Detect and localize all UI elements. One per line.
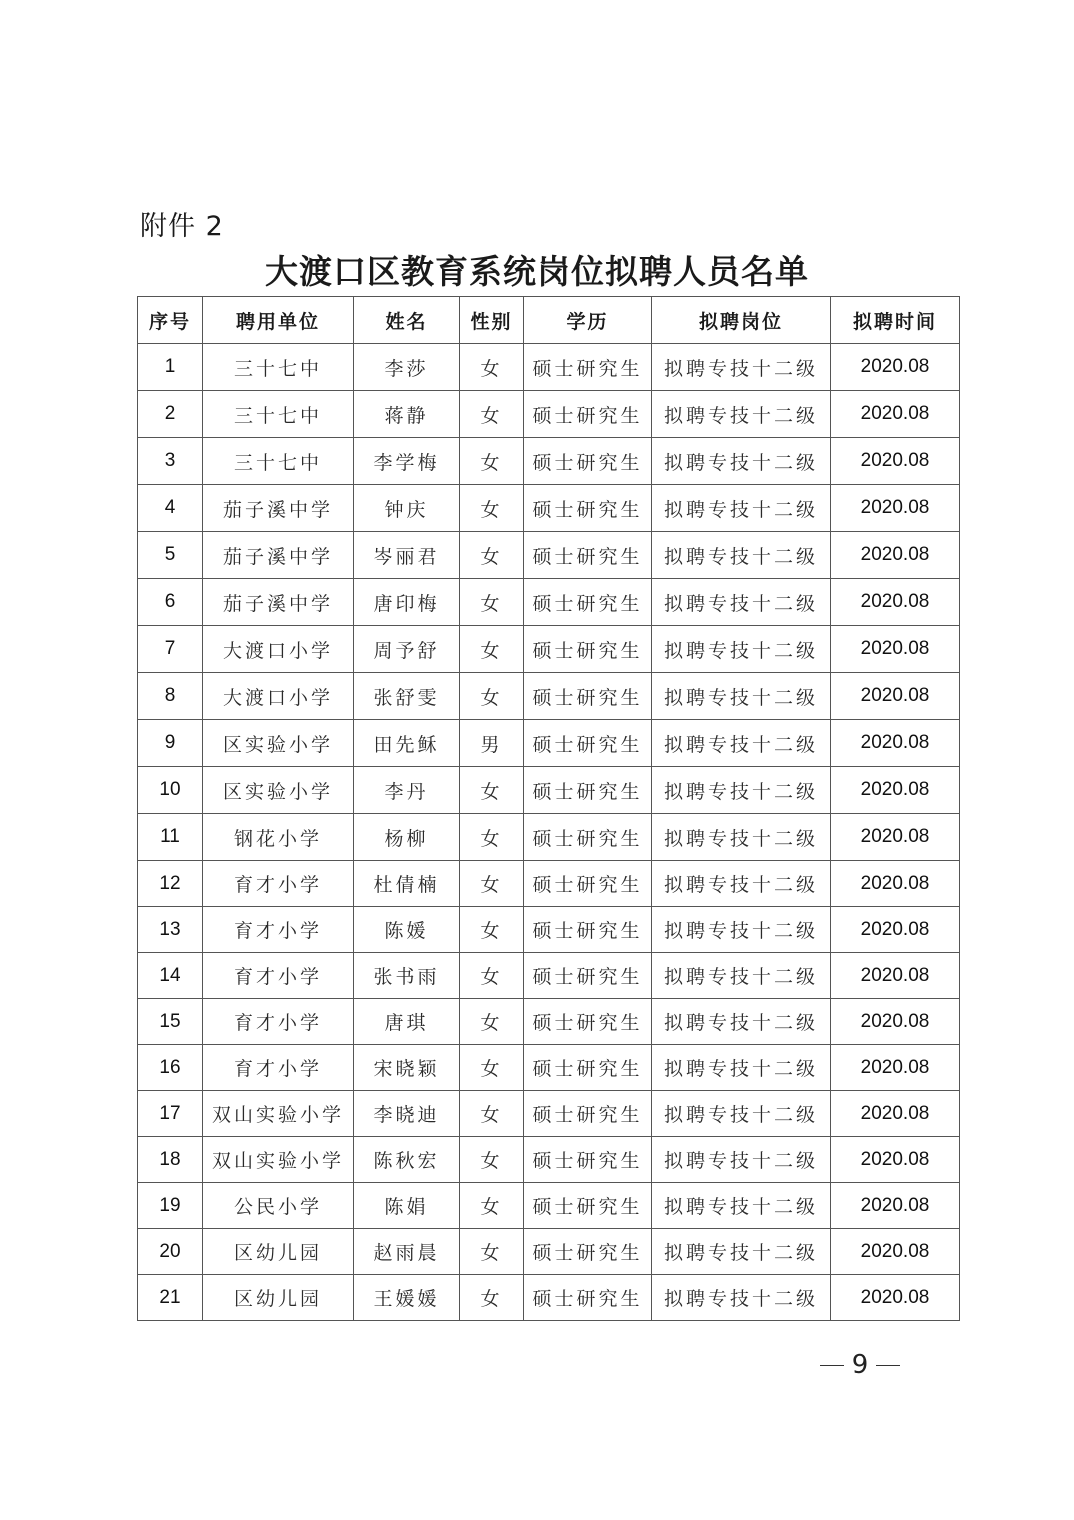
header-employer: 聘用单位: [203, 297, 354, 344]
cell-name: 岑丽君: [354, 532, 460, 579]
cell-name: 钟庆: [354, 485, 460, 532]
cell-employer: 双山实验小学: [203, 1091, 354, 1137]
cell-gender: 女: [460, 673, 524, 720]
header-index: 序号: [138, 297, 203, 344]
cell-position: 拟聘专技十二级: [652, 626, 831, 673]
page-number-value: 9: [851, 1350, 869, 1380]
table-row: [138, 1091, 960, 1137]
cell-name: 李学梅: [354, 438, 460, 485]
cell-date: 2020.08: [831, 1045, 960, 1091]
cell-education: 硕士研究生: [524, 344, 652, 391]
cell-gender: 女: [460, 1183, 524, 1229]
cell-name: 陈娟: [354, 1183, 460, 1229]
cell-employer: 公民小学: [203, 1183, 354, 1229]
cell-employer: 茄子溪中学: [203, 532, 354, 579]
cell-education: 硕士研究生: [524, 579, 652, 626]
cell-index: 14: [138, 953, 203, 999]
cell-index: 18: [138, 1137, 203, 1183]
cell-education: 硕士研究生: [524, 1229, 652, 1275]
cell-index: 5: [138, 532, 203, 579]
cell-position: 拟聘专技十二级: [652, 1091, 831, 1137]
cell-gender: 女: [460, 814, 524, 861]
cell-employer: 双山实验小学: [203, 1137, 354, 1183]
cell-position: 拟聘专技十二级: [652, 907, 831, 953]
cell-name: 杨柳: [354, 814, 460, 861]
cell-index: 8: [138, 673, 203, 720]
table-row: [138, 1137, 960, 1183]
cell-index: 2: [138, 391, 203, 438]
cell-position: 拟聘专技十二级: [652, 1229, 831, 1275]
cell-date: 2020.08: [831, 1091, 960, 1137]
cell-position: 拟聘专技十二级: [652, 391, 831, 438]
cell-name: 田先稣: [354, 720, 460, 767]
table-row: [138, 579, 960, 626]
cell-gender: 女: [460, 1229, 524, 1275]
cell-date: 2020.08: [831, 720, 960, 767]
cell-education: 硕士研究生: [524, 767, 652, 814]
cell-gender: 女: [460, 1275, 524, 1321]
attachment-label: 附件 2: [140, 211, 224, 242]
cell-position: 拟聘专技十二级: [652, 344, 831, 391]
cell-date: 2020.08: [831, 1137, 960, 1183]
cell-position: 拟聘专技十二级: [652, 532, 831, 579]
cell-index: 16: [138, 1045, 203, 1091]
cell-position: 拟聘专技十二级: [652, 999, 831, 1045]
table-row: [138, 1229, 960, 1275]
cell-name: 王媛媛: [354, 1275, 460, 1321]
cell-index: 10: [138, 767, 203, 814]
cell-education: 硕士研究生: [524, 1045, 652, 1091]
cell-education: 硕士研究生: [524, 532, 652, 579]
cell-name: 杜倩楠: [354, 861, 460, 907]
cell-date: 2020.08: [831, 532, 960, 579]
cell-education: 硕士研究生: [524, 438, 652, 485]
cell-employer: 三十七中: [203, 391, 354, 438]
cell-name: 陈媛: [354, 907, 460, 953]
cell-gender: 女: [460, 485, 524, 532]
cell-name: 李丹: [354, 767, 460, 814]
cell-gender: 女: [460, 1137, 524, 1183]
table-row: [138, 438, 960, 485]
cell-name: 唐琪: [354, 999, 460, 1045]
cell-education: 硕士研究生: [524, 1183, 652, 1229]
table-row: [138, 720, 960, 767]
cell-education: 硕士研究生: [524, 626, 652, 673]
table-row: [138, 673, 960, 720]
cell-gender: 女: [460, 1091, 524, 1137]
cell-date: 2020.08: [831, 673, 960, 720]
cell-name: 宋晓颖: [354, 1045, 460, 1091]
table-row: [138, 861, 960, 907]
cell-employer: 育才小学: [203, 1045, 354, 1091]
cell-gender: 女: [460, 907, 524, 953]
cell-gender: 女: [460, 438, 524, 485]
cell-date: 2020.08: [831, 1275, 960, 1321]
cell-gender: 女: [460, 767, 524, 814]
table-row: [138, 999, 960, 1045]
cell-gender: 女: [460, 344, 524, 391]
cell-date: 2020.08: [831, 953, 960, 999]
cell-name: 周予舒: [354, 626, 460, 673]
cell-name: 陈秋宏: [354, 1137, 460, 1183]
header-date: 拟聘时间: [831, 297, 960, 344]
cell-index: 7: [138, 626, 203, 673]
cell-gender: 女: [460, 626, 524, 673]
table-row: [138, 907, 960, 953]
cell-date: 2020.08: [831, 438, 960, 485]
table-row: [138, 344, 960, 391]
cell-date: 2020.08: [831, 485, 960, 532]
cell-position: 拟聘专技十二级: [652, 485, 831, 532]
table-row: [138, 1045, 960, 1091]
cell-employer: 区幼儿园: [203, 1229, 354, 1275]
cell-education: 硕士研究生: [524, 907, 652, 953]
cell-education: 硕士研究生: [524, 720, 652, 767]
cell-employer: 大渡口小学: [203, 626, 354, 673]
cell-name: 蒋静: [354, 391, 460, 438]
cell-gender: 女: [460, 579, 524, 626]
cell-index: 6: [138, 579, 203, 626]
header-gender: 性别: [460, 297, 524, 344]
cell-employer: 茄子溪中学: [203, 579, 354, 626]
cell-education: 硕士研究生: [524, 1275, 652, 1321]
cell-position: 拟聘专技十二级: [652, 953, 831, 999]
page-number-dash-right: [876, 1365, 900, 1366]
cell-date: 2020.08: [831, 626, 960, 673]
cell-position: 拟聘专技十二级: [652, 673, 831, 720]
page-number-dash-left: [820, 1365, 844, 1366]
cell-employer: 区实验小学: [203, 720, 354, 767]
cell-gender: 女: [460, 861, 524, 907]
hiring-roster-table: [137, 296, 960, 1321]
cell-position: 拟聘专技十二级: [652, 1137, 831, 1183]
cell-education: 硕士研究生: [524, 1137, 652, 1183]
cell-position: 拟聘专技十二级: [652, 1045, 831, 1091]
cell-date: 2020.08: [831, 861, 960, 907]
table-row: [138, 485, 960, 532]
cell-employer: 育才小学: [203, 953, 354, 999]
cell-education: 硕士研究生: [524, 673, 652, 720]
header-name: 姓名: [354, 297, 460, 344]
cell-index: 9: [138, 720, 203, 767]
table-body: [138, 344, 960, 1321]
cell-gender: 男: [460, 720, 524, 767]
cell-employer: 三十七中: [203, 438, 354, 485]
cell-index: 20: [138, 1229, 203, 1275]
cell-gender: 女: [460, 532, 524, 579]
table-row: [138, 1183, 960, 1229]
cell-index: 19: [138, 1183, 203, 1229]
cell-education: 硕士研究生: [524, 485, 652, 532]
cell-education: 硕士研究生: [524, 1091, 652, 1137]
cell-date: 2020.08: [831, 907, 960, 953]
header-position: 拟聘岗位: [652, 297, 831, 344]
cell-education: 硕士研究生: [524, 861, 652, 907]
cell-name: 张舒雯: [354, 673, 460, 720]
cell-position: 拟聘专技十二级: [652, 1275, 831, 1321]
table-row: [138, 532, 960, 579]
cell-employer: 茄子溪中学: [203, 485, 354, 532]
cell-employer: 区实验小学: [203, 767, 354, 814]
cell-name: 唐印梅: [354, 579, 460, 626]
cell-employer: 育才小学: [203, 907, 354, 953]
cell-name: 张书雨: [354, 953, 460, 999]
cell-index: 15: [138, 999, 203, 1045]
header-education: 学历: [524, 297, 652, 344]
cell-employer: 区幼儿园: [203, 1275, 354, 1321]
cell-date: 2020.08: [831, 579, 960, 626]
cell-index: 3: [138, 438, 203, 485]
document-title: 大渡口区教育系统岗位拟聘人员名单: [265, 252, 809, 291]
cell-gender: 女: [460, 391, 524, 438]
cell-index: 11: [138, 814, 203, 861]
cell-gender: 女: [460, 953, 524, 999]
cell-date: 2020.08: [831, 1183, 960, 1229]
cell-name: 李晓迪: [354, 1091, 460, 1137]
cell-index: 1: [138, 344, 203, 391]
cell-gender: 女: [460, 999, 524, 1045]
cell-date: 2020.08: [831, 344, 960, 391]
cell-gender: 女: [460, 1045, 524, 1091]
table-header-row: [138, 297, 960, 344]
cell-index: 12: [138, 861, 203, 907]
cell-date: 2020.08: [831, 1229, 960, 1275]
table-row: [138, 391, 960, 438]
cell-name: 李莎: [354, 344, 460, 391]
cell-date: 2020.08: [831, 814, 960, 861]
table-row: [138, 953, 960, 999]
cell-position: 拟聘专技十二级: [652, 814, 831, 861]
cell-position: 拟聘专技十二级: [652, 720, 831, 767]
cell-employer: 钢花小学: [203, 814, 354, 861]
cell-employer: 育才小学: [203, 999, 354, 1045]
cell-date: 2020.08: [831, 999, 960, 1045]
table-row: [138, 767, 960, 814]
cell-index: 21: [138, 1275, 203, 1321]
cell-position: 拟聘专技十二级: [652, 1183, 831, 1229]
cell-position: 拟聘专技十二级: [652, 438, 831, 485]
cell-position: 拟聘专技十二级: [652, 861, 831, 907]
cell-index: 17: [138, 1091, 203, 1137]
table-row: [138, 626, 960, 673]
page-number: [800, 1350, 920, 1380]
cell-index: 13: [138, 907, 203, 953]
cell-employer: 大渡口小学: [203, 673, 354, 720]
cell-education: 硕士研究生: [524, 814, 652, 861]
cell-index: 4: [138, 485, 203, 532]
cell-position: 拟聘专技十二级: [652, 767, 831, 814]
table-row: [138, 1275, 960, 1321]
cell-employer: 育才小学: [203, 861, 354, 907]
cell-position: 拟聘专技十二级: [652, 579, 831, 626]
table-row: [138, 814, 960, 861]
cell-education: 硕士研究生: [524, 391, 652, 438]
cell-date: 2020.08: [831, 767, 960, 814]
cell-employer: 三十七中: [203, 344, 354, 391]
cell-date: 2020.08: [831, 391, 960, 438]
cell-name: 赵雨晨: [354, 1229, 460, 1275]
cell-education: 硕士研究生: [524, 953, 652, 999]
cell-education: 硕士研究生: [524, 999, 652, 1045]
